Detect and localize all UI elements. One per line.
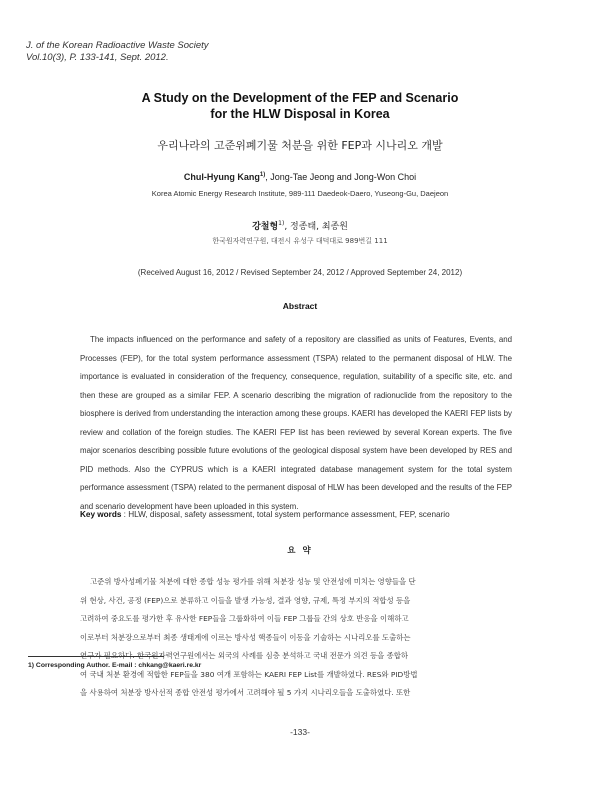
author-list	[0, 172, 600, 182]
korean-abstract-line: 고려하여 중요도를 평가한 후 유사한 FEP들을 그룹화하여 이들 FEP 그룹들 간의 상호 반응을 이해하고	[80, 614, 409, 623]
keywords-text: HLW, disposal, safety assessment, total system performance assessment, FEP, scenario	[128, 510, 450, 519]
journal-name: J. of the Korean Radioactive Waste Society	[26, 40, 209, 51]
journal-volume: Vol.10(3), P. 133-141, Sept. 2012.	[26, 51, 169, 63]
received-dates: (Received August 16, 2012 / Revised September 24, 2012 / Approved September 24, 2012)	[137, 268, 463, 277]
journal-citation	[26, 40, 209, 63]
korean-abstract-line: 을 사용하여 처분장 방사선적 종합 안전성 평가에서 고려해야 될 5 가지 시나리오들을 도출하였다. 또한	[80, 688, 411, 697]
korean-abstract-heading: 요 약	[287, 546, 313, 556]
keywords	[80, 510, 520, 519]
abstract-body	[80, 331, 512, 516]
page-number: -133-	[290, 727, 310, 737]
korean-abstract-body	[80, 573, 512, 703]
lead-author-mark: 1)	[259, 172, 266, 178]
author-affiliation: Korea Atomic Energy Research Institute, 989-111 Daedeok-Daero, Yuseong-Gu, Daejeon	[151, 189, 449, 198]
korean-abstract-line: 여 국내 처분 환경에 적합한 FEP들을 380 여개 포함하는 KAERI FEP List를 개발하였다. RES와 PID방법	[80, 669, 418, 679]
other-authors: , Jong-Tae Jeong and Jong-Won Choi	[265, 172, 417, 182]
paper-title-line-1: A Study on the Development of the FEP and Scenario	[141, 91, 459, 105]
keywords-label: Key words	[80, 510, 122, 519]
author-affiliation-korean: 한국원자력연구원, 대전시 유성구 대덕대로 989번길 111	[212, 237, 388, 245]
korean-abstract-line: 연구가 필요하다. 한국원자력연구원에서는 외국의 사례를 심층 분석하고 국내 전문가 의견 등을 종합하	[80, 651, 409, 660]
korean-abstract-line: 위 현상, 사건, 공정 (FEP)으로 분류하고 이들을 발생 가능성, 결과 영향, 규제, 특정 부지의 적합성 등을	[80, 595, 411, 605]
lead-author-korean: 강철형	[252, 222, 279, 232]
korean-abstract-line: 고준위 방사성폐기물 처분에 대한 종합 성능 평가를 위해 처분장 성능 및 안전성에 미치는 영향들을 단	[90, 577, 416, 586]
other-authors-korean: , 정종태, 최종원	[284, 222, 348, 232]
korean-abstract-line: 이로부터 처분장으로부터 최종 생태계에 이르는 방사성 핵종들이 이동을 기술하는 시나리오를 도출하는	[80, 632, 411, 642]
keywords-separator: :	[121, 510, 129, 519]
corresponding-author-footnote: 1) Corresponding Author. E-mail : chkang@kaeri.re.kr	[28, 662, 202, 669]
paper-title-line-2: for the HLW Disposal in Korea	[210, 107, 390, 121]
lead-author: Chul-Hyung Kang	[183, 172, 260, 182]
author-list-korean	[0, 219, 600, 232]
paper-title-korean: 우리나라의 고준위폐기물 처분을 위한 FEP과 시나리오 개발	[157, 139, 443, 152]
paper-title	[0, 90, 600, 122]
abstract-heading: Abstract	[282, 301, 318, 311]
footnote-divider	[28, 656, 164, 657]
lead-author-korean-mark: 1)	[278, 220, 285, 227]
abstract-text: The impacts influenced on the performance and safety of a repository are classified as units of Features, Events, and Processes (FEP), for the total system performance assessment (TSPA) related to the permanent disposal of HLW. The importance is evaluated in consideration of the frequency, consequence, regulation, suitability of a specific site, etc. and then these are grouped as a similar FEP. A scenario describing the migration of radionuclide from the repository to the biosphere is derived from understanding the interaction among these groups. KAERI has developed the KAERI FEP lists by review and collation of the foreign studies. The KAERI FEP list has been reviewed by several Korean experts. The five major scenarios describing possible future evolutions of the geological disposal system have been developed by RES and PID methods. Also the CYPRUS which is a KAERI integrated database management system for the total system performance assessment (TSPA) related to the permanent disposal of HLW has been developed and the results of the FEP and scenario development have been uploaded in this system.	[80, 335, 512, 511]
